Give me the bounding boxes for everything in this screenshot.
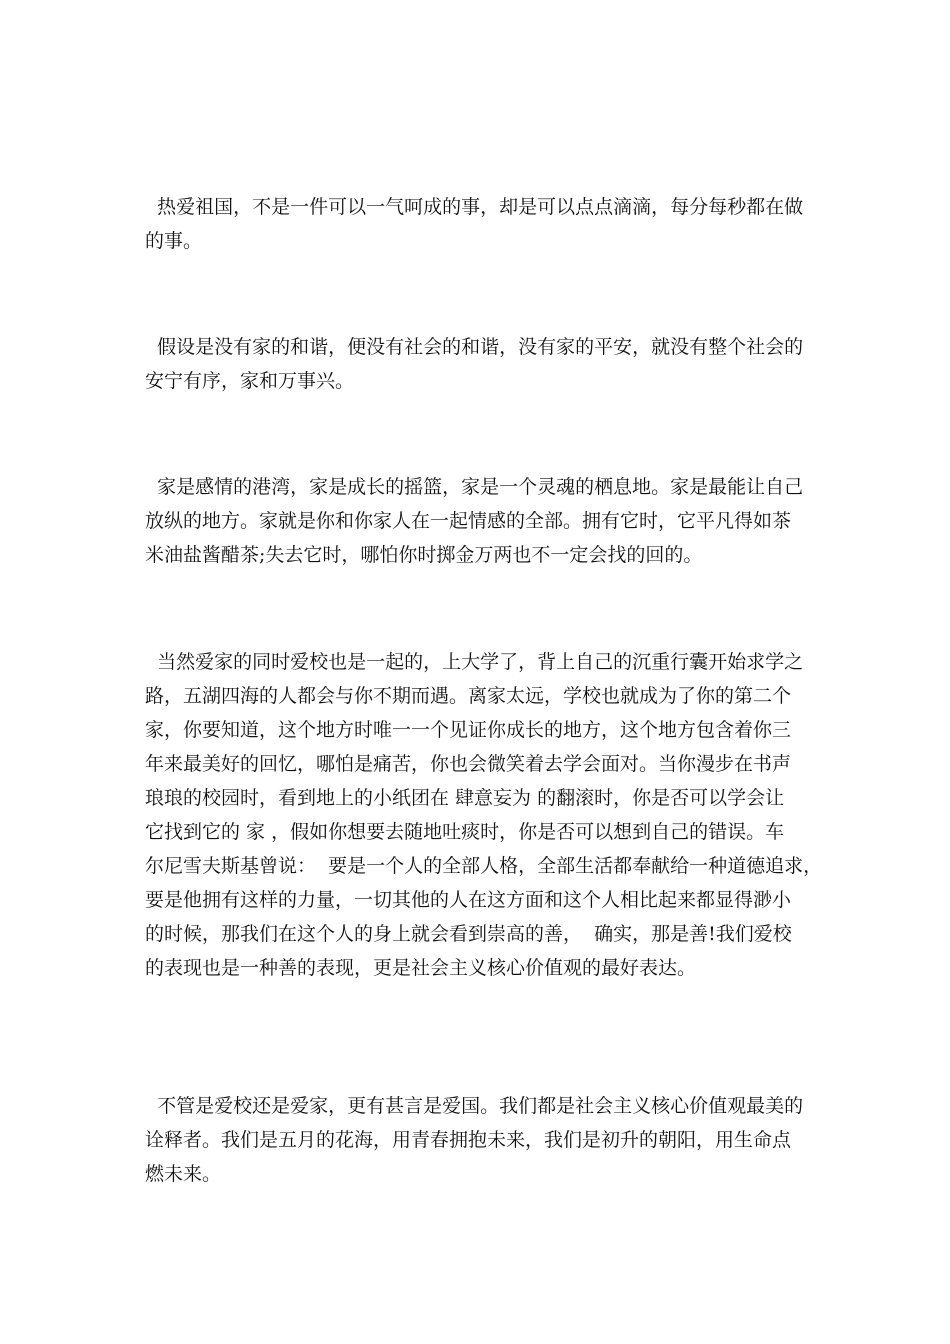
text-line: 放纵的地方。家就是你和你家人在一起情感的全部。拥有它时，它平凡得如茶 (145, 510, 792, 532)
paragraph-core-values (145, 1089, 835, 1191)
text-line: 琅琅的校园时，看到地上的小纸团在 肆意妄为 的翻滚时，你是否可以学会让 (145, 787, 785, 809)
text-line: 要是他拥有这样的力量，一切其他的人在这方面和这个人相比起来都显得渺小 (145, 889, 792, 911)
text-line: 的时候，那我们在这个人的身上就会看到崇高的善， 确实，那是善!我们爱校 (145, 923, 792, 945)
text-line: 年来最美好的回忆，哪怕是痛苦，你也会微笑着去学会面对。当你漫步在书声 (145, 753, 792, 775)
paragraph-love-motherland (145, 190, 835, 258)
text-line: 米油盐酱醋茶;失去它时，哪怕你时掷金万两也不一定会找的回的。 (145, 544, 703, 566)
text-line: 燃未来。 (145, 1163, 222, 1185)
text-line: 诠释者。我们是五月的花海，用青春拥抱未来，我们是初升的朝阳，用生命点 (145, 1129, 792, 1151)
paragraph-family-harmony (145, 330, 835, 398)
paragraph-love-school (145, 645, 835, 985)
text-line: 假设是没有家的和谐，便没有社会的和谐，没有家的平安，就没有整个社会的 (145, 336, 804, 358)
text-line: 它找到它的 家 ，假如你想要去随地吐痰时，你是否可以想到自己的错误。车 (145, 821, 785, 843)
text-line: 家，你要知道，这个地方时唯一一个见证你成长的地方，这个地方包含着你三 (145, 719, 792, 741)
text-line: 的事。 (145, 230, 203, 252)
text-line: 路，五湖四海的人都会与你不期而遇。离家太远，学校也就成为了你的第二个 (145, 685, 792, 707)
paragraph-home-harbor (145, 470, 835, 572)
text-line: 热爱祖国，不是一件可以一气呵成的事，却是可以点点滴滴，每分每秒都在做 (145, 196, 804, 218)
text-line: 当然爱家的同时爱校也是一起的，上大学了，背上自己的沉重行囊开始求学之 (145, 651, 804, 673)
text-line: 不管是爱校还是爱家，更有甚言是爱国。我们都是社会主义核心价值观最美的 (145, 1095, 804, 1117)
text-line: 的表现也是一种善的表现，更是社会主义核心价值观的最好表达。 (145, 957, 697, 979)
text-line: 家是感情的港湾，家是成长的摇篮，家是一个灵魂的栖息地。家是最能让自己 (145, 476, 804, 498)
text-line: 尔尼雪夫斯基曾说： 要是一个人的全部人格，全部生活都奉献给一种道德追求， (145, 855, 823, 877)
text-line: 安宁有序，家和万事兴。 (145, 370, 355, 392)
